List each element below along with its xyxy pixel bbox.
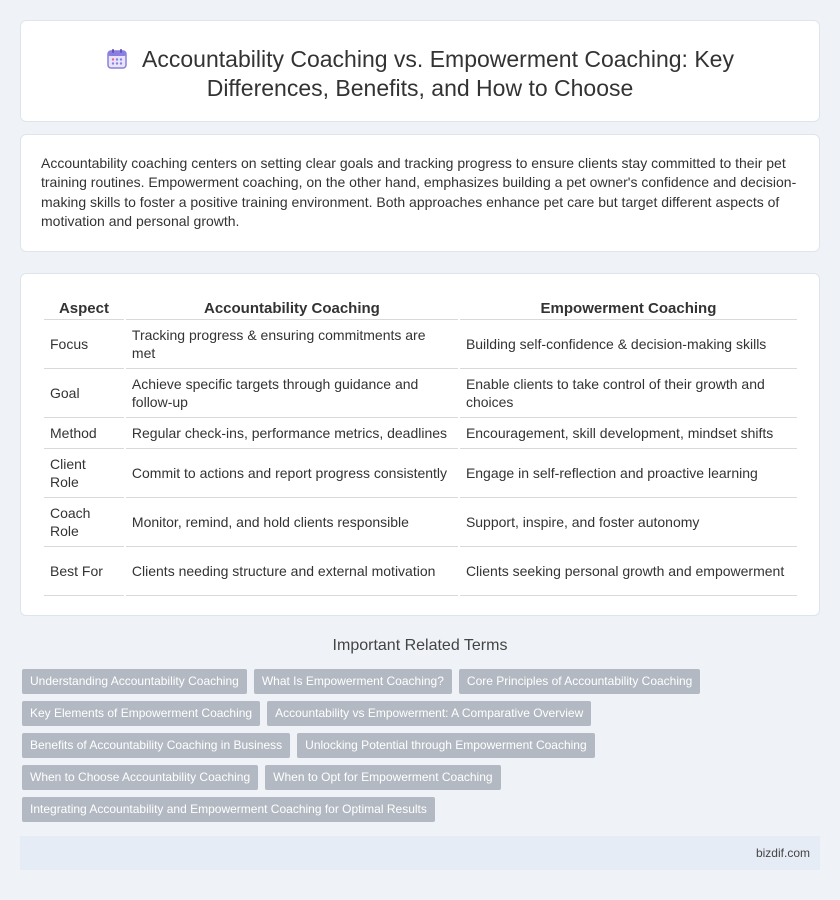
footer-site[interactable]: bizdif.com bbox=[755, 846, 810, 860]
table-row bbox=[44, 369, 797, 418]
row-accountability: Commit to actions and report progress consistently bbox=[126, 449, 458, 498]
header-aspect: Aspect bbox=[44, 294, 124, 320]
related-tag[interactable]: Accountability vs Empowerment: A Comparative Overview bbox=[267, 701, 591, 726]
row-aspect: Coach Role bbox=[44, 498, 124, 547]
related-tag[interactable]: Integrating Accountability and Empowerment Coaching for Optimal Results bbox=[22, 797, 435, 822]
page-title bbox=[21, 45, 819, 103]
related-tag[interactable]: What Is Empowerment Coaching? bbox=[254, 669, 452, 694]
calendar-icon bbox=[106, 48, 128, 70]
table-header-row bbox=[44, 294, 797, 320]
related-tag[interactable]: Unlocking Potential through Empowerment Coaching bbox=[297, 733, 595, 758]
footer bbox=[20, 836, 820, 870]
row-accountability: Clients needing structure and external motivation bbox=[126, 547, 458, 596]
row-accountability: Regular check-ins, performance metrics, deadlines bbox=[126, 418, 458, 449]
related-tag[interactable]: When to Opt for Empowerment Coaching bbox=[265, 765, 500, 790]
related-tag[interactable]: Understanding Accountability Coaching bbox=[22, 669, 247, 694]
intro-paragraph: Accountability coaching centers on setting clear goals and tracking progress to ensure clients stay committed to their pet training routines. Empowerment coaching, on the other hand, emphasizes building a pet owner's confidence and decision-making skills to foster a positive training environment. Both approaches enhance pet care but target different aspects of motivation and personal growth. bbox=[41, 155, 797, 230]
related-tag[interactable]: Key Elements of Empowerment Coaching bbox=[22, 701, 260, 726]
table-row bbox=[44, 449, 797, 498]
comparison-card bbox=[20, 273, 820, 616]
title-card bbox=[20, 20, 820, 122]
table-row bbox=[44, 418, 797, 449]
table-row bbox=[44, 498, 797, 547]
row-aspect: Focus bbox=[44, 320, 124, 369]
header-empowerment: Empowerment Coaching bbox=[460, 294, 797, 320]
row-empowerment: Building self-confidence & decision-making skills bbox=[460, 320, 797, 369]
intro-card bbox=[20, 134, 820, 252]
row-empowerment: Engage in self-reflection and proactive learning bbox=[460, 449, 797, 498]
row-empowerment: Enable clients to take control of their growth and choices bbox=[460, 369, 797, 418]
row-aspect: Client Role bbox=[44, 449, 124, 498]
title-line-2: Differences, Benefits, and How to Choose bbox=[206, 75, 634, 101]
row-accountability: Achieve specific targets through guidance and follow-up bbox=[126, 369, 458, 418]
header-accountability: Accountability Coaching bbox=[126, 294, 458, 320]
row-aspect: Goal bbox=[44, 369, 124, 418]
related-tag[interactable]: Benefits of Accountability Coaching in Business bbox=[22, 733, 290, 758]
row-accountability: Monitor, remind, and hold clients responsible bbox=[126, 498, 458, 547]
row-empowerment: Encouragement, skill development, mindset shifts bbox=[460, 418, 797, 449]
related-terms-list bbox=[22, 669, 722, 829]
comparison-table bbox=[42, 294, 799, 596]
related-tag[interactable]: When to Choose Accountability Coaching bbox=[22, 765, 258, 790]
table-row bbox=[44, 320, 797, 369]
related-terms-title: Important Related Terms bbox=[332, 637, 508, 654]
row-accountability: Tracking progress & ensuring commitments are met bbox=[126, 320, 458, 369]
row-aspect: Method bbox=[44, 418, 124, 449]
related-tag[interactable]: Core Principles of Accountability Coaching bbox=[459, 669, 700, 694]
row-empowerment: Clients seeking personal growth and empowerment bbox=[460, 547, 797, 596]
title-line-1: Accountability Coaching vs. Empowerment Coaching: Key bbox=[142, 46, 734, 72]
row-aspect: Best For bbox=[44, 547, 124, 596]
row-empowerment: Support, inspire, and foster autonomy bbox=[460, 498, 797, 547]
table-row bbox=[44, 547, 797, 596]
